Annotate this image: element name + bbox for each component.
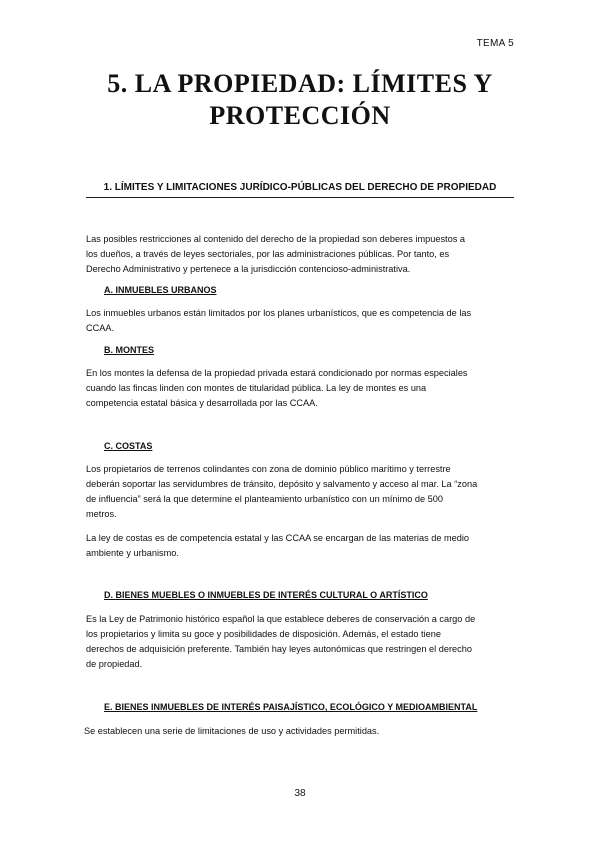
paragraph-line: deberán soportar las servidumbres de tránsito, depósito y salvamento y acceso al mar. La “zona [86,479,478,489]
paragraph-c-2 [86,531,516,561]
paragraph-line: ambiente y urbanismo. [86,548,179,558]
intro-paragraph [86,232,516,277]
paragraph-line: de influencia” será la que determine el planteamiento urbanístico con un mínimo de 500 [86,494,443,504]
subsection-heading-d: D. BIENES MUEBLES O INMUEBLES DE INTERÉS CULTURAL O ARTÍSTICO [104,590,428,600]
page-title [60,68,540,132]
paragraph-line: CCAA. [86,323,115,333]
paragraph-line: La ley de costas es de competencia estatal y las CCAA se encargan de las materias de medio [86,533,470,543]
paragraph-c [86,462,516,522]
paragraph-line: metros. [86,509,117,519]
paragraph-a [86,306,516,336]
subsection-heading-b: B. MONTES [104,345,155,355]
paragraph-line: Los inmuebles urbanos están limitados por los planes urbanísticos, que es competencia de las [86,308,472,318]
section-heading: 1. LÍMITES Y LIMITACIONES JURÍDICO-PÚBLICAS DEL DERECHO DE PROPIEDAD [86,182,514,198]
paragraph-line: Las posibles restricciones al contenido del derecho de la propiedad son deberes impuestos a [86,234,465,244]
paragraph-line: los dueños, a través de leyes sectoriales, por las administraciones públicas. Por tanto, es [86,249,450,259]
paragraph-b [86,366,516,411]
paragraph-line: En los montes la defensa de la propiedad privada estará condicionado por normas especiales [86,368,468,378]
page-number: 38 [294,788,306,799]
paragraph-d [86,612,516,672]
paragraph-e [84,724,514,739]
paragraph-line: los propietarios y limita su goce y posibilidades de disposición. Además, el estado tiene [86,629,441,639]
header-topic-tag: TEMA 5 [476,38,514,49]
subsection-heading-c: C. COSTAS [104,441,153,451]
paragraph-line: cuando las fincas linden con montes de titularidad pública. La ley de montes es una [86,383,427,393]
subsection-heading-a: A. INMUEBLES URBANOS [104,285,217,295]
page-title-line-1: 5. LA PROPIEDAD: LÍMITES Y [107,69,493,98]
subsection-heading-e: E. BIENES INMUEBLES DE INTERÉS PAISAJÍSTICO, ECOLÓGICO Y MEDIOAMBIENTAL [104,702,478,712]
page-title-line-2: PROTECCIÓN [209,101,391,130]
paragraph-line: Derecho Administrativo y pertenece a la jurisdicción contencioso-administrativa. [86,264,411,274]
paragraph-line: Es la Ley de Patrimonio histórico español la que establece deberes de conservación a cargo de [86,614,476,624]
paragraph-line: competencia estatal básica y desarrollada por las CCAA. [86,398,318,408]
paragraph-line: Los propietarios de terrenos colindantes con zona de dominio público marítimo y terrestre [86,464,451,474]
paragraph-line: de propiedad. [86,659,143,669]
paragraph-line: derechos de adquisición preferente. También hay leyes autonómicas que restringen el derecho [86,644,472,654]
paragraph-line: Se establecen una serie de limitaciones de uso y actividades permitidas. [84,726,380,736]
